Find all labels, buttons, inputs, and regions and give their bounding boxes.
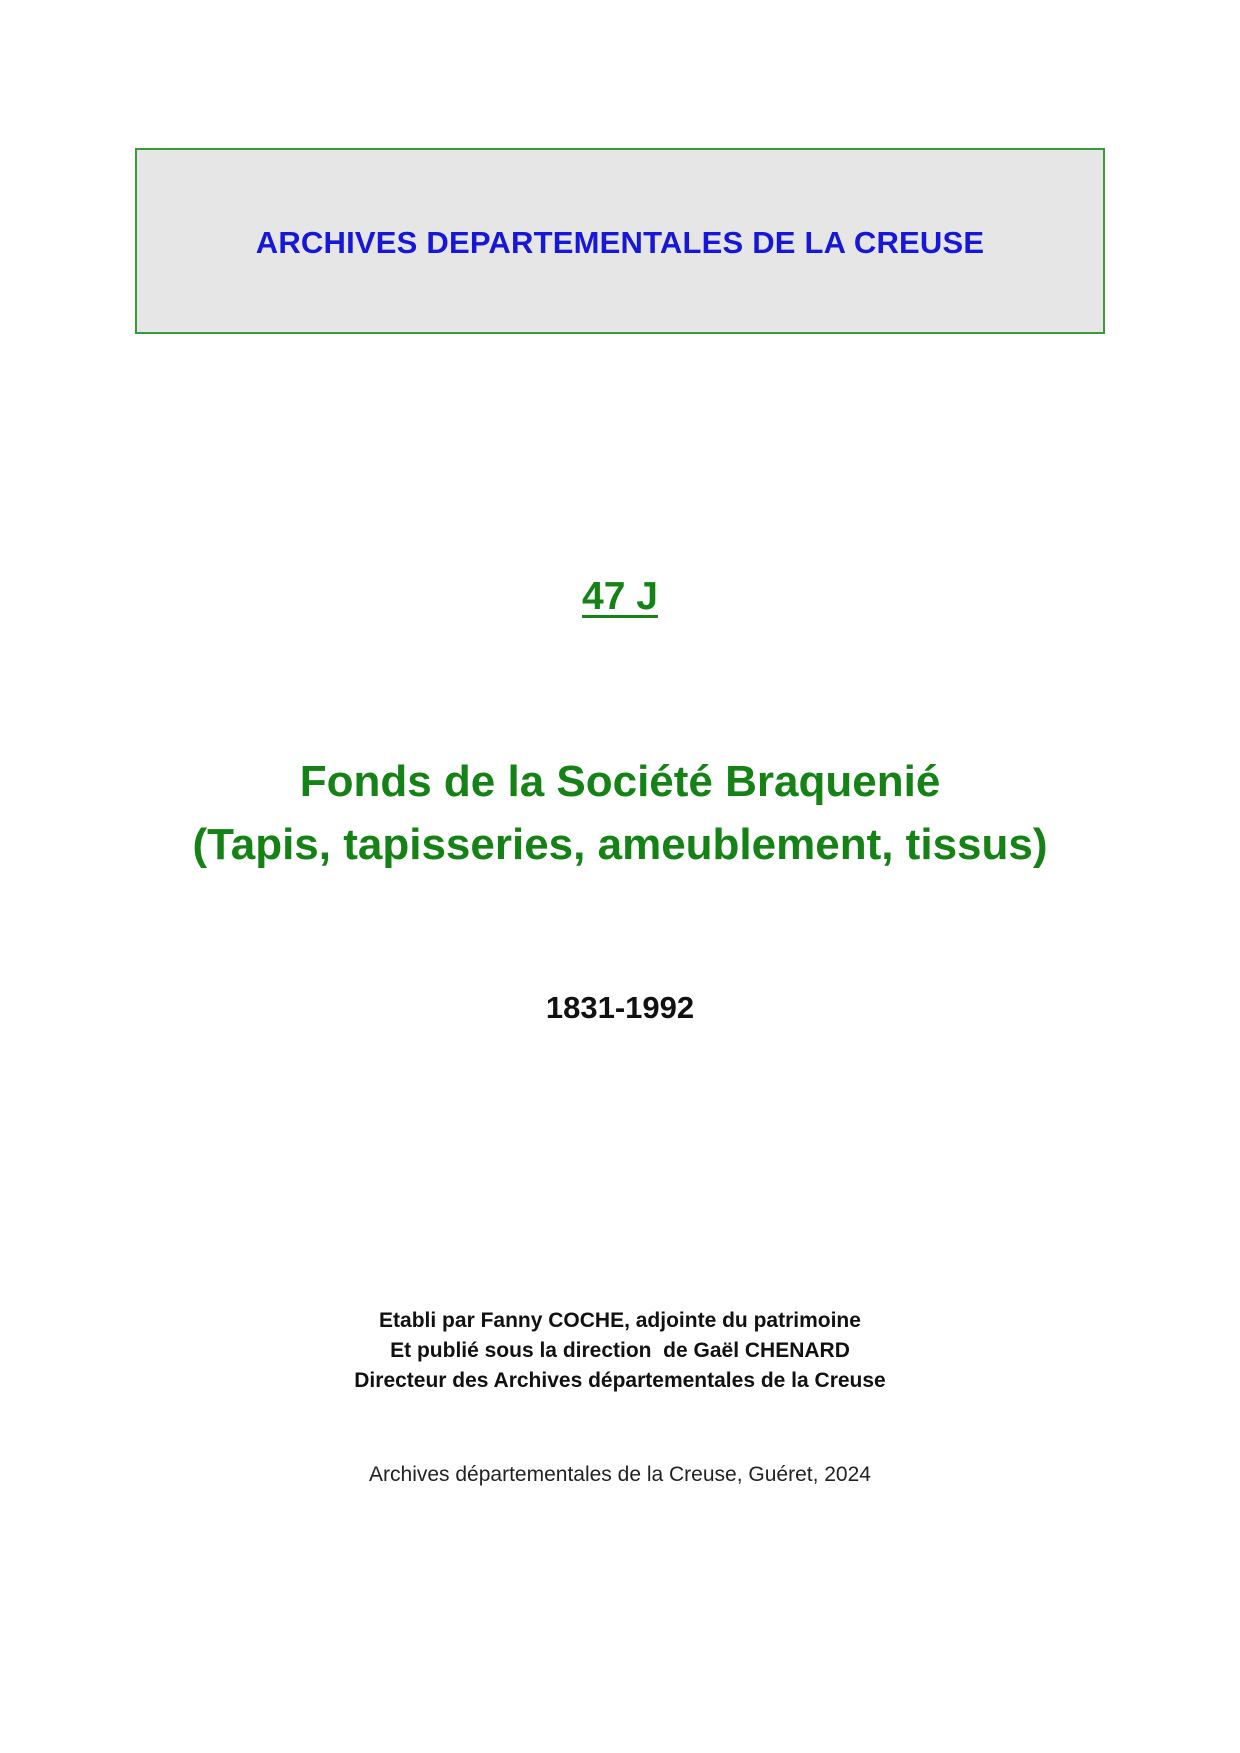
- date-range: 1831-1992: [545, 990, 695, 1025]
- credits-line-director: Directeur des Archives départementales de la Creuse: [354, 1369, 886, 1392]
- credits-line-direction: Et publié sous la direction de Gaël CHENARD: [390, 1339, 850, 1362]
- document-title-line-2: (Tapis, tapisseries, ameublement, tissus): [192, 820, 1048, 869]
- header-title: ARCHIVES DEPARTEMENTALES DE LA CREUSE: [255, 225, 985, 260]
- fonds-cote: 47 J: [582, 575, 658, 618]
- credits-line-author: Etabli par Fanny COCHE, adjointe du patrimoine: [379, 1309, 861, 1332]
- publisher-line: Archives départementales de la Creuse, Guéret, 2024: [369, 1463, 871, 1486]
- header-box: [135, 148, 1105, 334]
- credits-block: [0, 1306, 1240, 1396]
- document-title-line-1: Fonds de la Société Braquenié: [299, 757, 941, 806]
